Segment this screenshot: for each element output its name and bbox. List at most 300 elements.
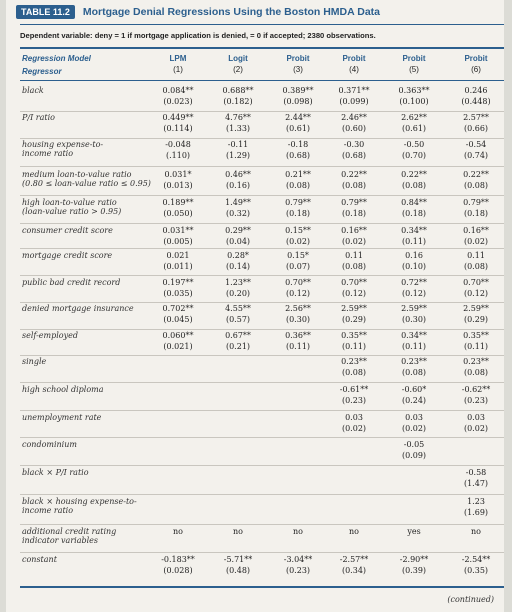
standard-error: (0.39) <box>401 566 427 575</box>
row-label-line: additional credit rating <box>22 527 117 536</box>
coefficient-cell <box>384 303 444 325</box>
row-label-line: high school diploma <box>22 385 104 394</box>
textbook-page <box>6 0 504 612</box>
standard-error: (0.028) <box>163 566 193 575</box>
regression-model-label: Regression Model <box>22 54 91 63</box>
coefficient-cell <box>384 250 444 272</box>
coefficient-cell <box>446 384 506 406</box>
coefficient-value: 2.56** <box>285 304 311 313</box>
coefficient-value: 0.16 <box>405 251 423 260</box>
coefficient-value: 0.11 <box>467 251 485 260</box>
coefficient-value: 1.23** <box>225 278 251 287</box>
coefficient-value: 0.060** <box>162 331 194 340</box>
coefficient-value: 0.702** <box>162 304 194 313</box>
coefficient-cell <box>446 112 506 134</box>
coefficient-cell <box>268 139 328 161</box>
coefficient-value: 0.15** <box>285 226 311 235</box>
row-label <box>22 331 162 340</box>
standard-error: (0.02) <box>341 237 367 246</box>
standard-error: (0.11) <box>463 342 489 351</box>
coefficient-cell <box>446 496 506 518</box>
dependent-variable-note: Dependent variable: deny = 1 if mortgage application is denied, = 0 if accepted; 2380 observations. <box>20 31 376 40</box>
coefficient-cell <box>384 169 444 191</box>
standard-error: (0.100) <box>399 97 429 106</box>
row-divider <box>20 248 504 249</box>
standard-error: (0.02) <box>401 424 427 433</box>
coefficient-cell <box>208 330 268 352</box>
row-label-line: (loan-value ratio > 0.95) <box>22 207 122 216</box>
table-number-badge: TABLE 11.2 <box>16 5 75 19</box>
row-divider <box>20 195 504 196</box>
coefficient-value: yes <box>407 527 421 536</box>
column-number: (2) <box>233 65 243 74</box>
column-model-name: Probit <box>402 54 426 63</box>
standard-error: (0.07) <box>285 262 311 271</box>
standard-error: (0.11) <box>401 342 427 351</box>
standard-error: (0.48) <box>225 566 251 575</box>
row-label-line: unemployment rate <box>22 413 102 422</box>
standard-error: (0.08) <box>463 262 489 271</box>
coefficient-cell <box>324 277 384 299</box>
standard-error: (0.02) <box>463 237 489 246</box>
standard-error: (0.29) <box>463 315 489 324</box>
row-label-line: condominium <box>22 440 77 449</box>
standard-error: (0.60) <box>341 124 367 133</box>
coefficient-cell <box>384 85 444 107</box>
coefficient-cell <box>446 197 506 219</box>
standard-error: (0.050) <box>163 209 193 218</box>
standard-error: (0.09) <box>401 451 427 460</box>
coefficient-value: -3.04** <box>283 555 313 564</box>
standard-error: (0.12) <box>401 289 427 298</box>
row-label <box>22 468 162 477</box>
coefficient-value: -0.62** <box>461 385 491 394</box>
coefficient-cell <box>446 356 506 378</box>
regressor-label: Regressor <box>22 67 62 76</box>
coefficient-cell <box>324 384 384 406</box>
coefficient-cell <box>324 554 384 576</box>
coefficient-cell <box>324 225 384 247</box>
coefficient-cell <box>324 303 384 325</box>
coefficient-cell <box>268 197 328 219</box>
row-label <box>22 357 162 366</box>
coefficient-cell <box>268 225 328 247</box>
coefficient-cell <box>384 384 444 406</box>
coefficient-cell <box>148 112 208 134</box>
title-rule <box>20 24 504 25</box>
standard-error: (0.68) <box>341 151 367 160</box>
standard-error: (1.33) <box>225 124 251 133</box>
coefficient-value: -0.18 <box>287 140 309 149</box>
standard-error: (0.16) <box>225 181 251 190</box>
coefficient-value: 4.55** <box>225 304 251 313</box>
standard-error: (0.08) <box>463 181 489 190</box>
row-label-line: mortgage credit score <box>22 251 113 260</box>
coefficient-cell <box>268 526 328 537</box>
coefficient-cell <box>446 225 506 247</box>
row-label <box>22 278 162 287</box>
coefficient-cell <box>384 330 444 352</box>
coefficient-cell <box>384 112 444 134</box>
standard-error: (0.08) <box>401 368 427 377</box>
coefficient-value: -5.71** <box>223 555 253 564</box>
coefficient-value: 0.70** <box>285 278 311 287</box>
row-label-line: denied mortgage insurance <box>22 304 134 313</box>
row-label-line: P/I ratio <box>22 113 55 122</box>
coefficient-cell <box>268 250 328 272</box>
coefficient-value: 1.23 <box>467 497 485 506</box>
coefficient-value: 0.246 <box>464 86 488 95</box>
standard-error: (0.18) <box>285 209 311 218</box>
standard-error: (0.35) <box>463 566 489 575</box>
coefficient-value: 0.363** <box>398 86 430 95</box>
row-label <box>22 304 162 313</box>
row-divider <box>20 552 504 553</box>
coefficient-value: 0.23** <box>341 357 367 366</box>
coefficient-cell <box>268 554 328 576</box>
coefficient-cell <box>446 169 506 191</box>
coefficient-value: 0.21** <box>285 170 311 179</box>
coefficient-value: 0.371** <box>338 86 370 95</box>
standard-error: (0.10) <box>401 262 427 271</box>
column-model-name: LPM <box>169 54 187 63</box>
coefficient-cell <box>446 85 506 107</box>
row-label <box>22 170 162 188</box>
row-label-line: income ratio <box>22 149 74 158</box>
row-label-line: indicator variables <box>22 536 98 545</box>
standard-error: (0.18) <box>341 209 367 218</box>
coefficient-value: 0.197** <box>162 278 194 287</box>
standard-error: (0.08) <box>285 181 311 190</box>
row-label-line: self-employed <box>22 331 78 340</box>
coefficient-value: 0.11 <box>345 251 363 260</box>
coefficient-value: 2.59** <box>341 304 367 313</box>
coefficient-value: 0.084** <box>162 86 194 95</box>
standard-error: (0.08) <box>463 368 489 377</box>
standard-error: (0.57) <box>225 315 251 324</box>
row-label-line: constant <box>22 555 57 564</box>
standard-error: (0.18) <box>401 209 427 218</box>
row-label-line: public bad credit record <box>22 278 121 287</box>
column-model-name: Probit <box>464 54 488 63</box>
standard-error: (1.47) <box>463 479 489 488</box>
coefficient-cell <box>208 250 268 272</box>
coefficient-cell <box>446 139 506 161</box>
coefficient-value: -2.57** <box>339 555 369 564</box>
coefficient-value: 0.35** <box>463 331 489 340</box>
coefficient-value: no <box>173 527 183 536</box>
column-header-5 <box>384 53 444 75</box>
coefficient-value: 2.46** <box>341 113 367 122</box>
standard-error: (0.24) <box>401 396 427 405</box>
coefficient-value: no <box>293 527 303 536</box>
standard-error: (0.14) <box>225 262 251 271</box>
header-top-rule <box>20 47 504 49</box>
coefficient-value: 0.16** <box>341 226 367 235</box>
coefficient-value: 0.22** <box>463 170 489 179</box>
standard-error: (0.30) <box>401 315 427 324</box>
coefficient-cell <box>148 197 208 219</box>
column-model-name: Logit <box>228 54 248 63</box>
standard-error: (0.68) <box>285 151 311 160</box>
coefficient-cell <box>446 330 506 352</box>
standard-error: (0.11) <box>341 342 367 351</box>
standard-error: (0.34) <box>341 566 367 575</box>
coefficient-value: 0.389** <box>282 86 314 95</box>
coefficient-value: -0.30 <box>343 140 365 149</box>
coefficient-cell <box>208 139 268 161</box>
coefficient-value: 0.449** <box>162 113 194 122</box>
standard-error: (0.11) <box>401 237 427 246</box>
coefficient-cell <box>384 554 444 576</box>
coefficient-value: -0.58 <box>465 468 487 477</box>
coefficient-cell <box>208 303 268 325</box>
coefficient-cell <box>148 250 208 272</box>
coefficient-value: 0.34** <box>401 331 427 340</box>
row-divider <box>20 223 504 224</box>
standard-error: (1.69) <box>463 508 489 517</box>
standard-error: (0.11) <box>285 342 311 351</box>
standard-error: (0.61) <box>401 124 427 133</box>
standard-error: (.110) <box>165 151 191 160</box>
row-divider <box>20 494 504 495</box>
standard-error: (0.12) <box>463 289 489 298</box>
coefficient-value: no <box>471 527 481 536</box>
coefficient-value: 2.62** <box>401 113 427 122</box>
coefficient-value: 0.189** <box>162 198 194 207</box>
coefficient-cell <box>446 412 506 434</box>
coefficient-cell <box>148 139 208 161</box>
coefficient-value: 0.23** <box>463 357 489 366</box>
coefficient-value: 0.15* <box>287 251 309 260</box>
coefficient-cell <box>324 330 384 352</box>
coefficient-cell <box>446 303 506 325</box>
coefficient-cell <box>384 139 444 161</box>
row-label-line: black <box>22 86 44 95</box>
row-label-line: housing expense-to- <box>22 140 104 149</box>
coefficient-value: 2.44** <box>285 113 311 122</box>
coefficient-cell <box>446 250 506 272</box>
column-header-2 <box>208 53 268 75</box>
coefficient-value: 0.021 <box>166 251 190 260</box>
coefficient-value: -2.90** <box>399 555 429 564</box>
coefficient-value: 0.72** <box>401 278 427 287</box>
coefficient-value: 4.76** <box>225 113 251 122</box>
column-number: (3) <box>293 65 303 74</box>
row-label <box>22 113 162 122</box>
coefficient-cell <box>148 526 208 537</box>
header-bottom-rule <box>20 80 504 81</box>
coefficient-cell <box>208 169 268 191</box>
coefficient-cell <box>268 277 328 299</box>
coefficient-value: 2.59** <box>463 304 489 313</box>
coefficient-value: 0.84** <box>401 198 427 207</box>
standard-error: (0.035) <box>163 289 193 298</box>
row-divider <box>20 437 504 438</box>
table-title-bar <box>16 4 496 20</box>
column-number: (4) <box>349 65 359 74</box>
coefficient-value: -0.11 <box>227 140 249 149</box>
standard-error: (0.20) <box>225 289 251 298</box>
coefficient-cell <box>384 197 444 219</box>
standard-error: (0.23) <box>341 396 367 405</box>
row-label <box>22 86 162 95</box>
coefficient-cell <box>148 303 208 325</box>
coefficient-value: -0.05 <box>403 440 425 449</box>
standard-error: (0.12) <box>285 289 311 298</box>
standard-error: (0.023) <box>163 97 193 106</box>
coefficient-value: 0.29** <box>225 226 251 235</box>
row-label-line: black × housing expense-to- <box>22 497 137 506</box>
standard-error: (0.099) <box>339 97 369 106</box>
row-divider <box>20 166 504 167</box>
standard-error: (0.12) <box>341 289 367 298</box>
standard-error: (0.23) <box>285 566 311 575</box>
row-label-line: single <box>22 357 47 366</box>
coefficient-cell <box>148 169 208 191</box>
coefficient-value: 0.03 <box>467 413 485 422</box>
row-label <box>22 251 162 260</box>
column-model-name: Probit <box>286 54 310 63</box>
coefficient-cell <box>324 526 384 537</box>
standard-error: (0.098) <box>283 97 313 106</box>
column-number: (5) <box>409 65 419 74</box>
coefficient-value: no <box>349 527 359 536</box>
standard-error: (0.021) <box>163 342 193 351</box>
coefficient-value: no <box>233 527 243 536</box>
coefficient-value: 1.49** <box>225 198 251 207</box>
coefficient-cell <box>268 303 328 325</box>
standard-error: (0.29) <box>341 315 367 324</box>
coefficient-value: 0.23** <box>401 357 427 366</box>
coefficient-cell <box>208 85 268 107</box>
coefficient-value: -0.61** <box>339 385 369 394</box>
coefficient-value: -2.54** <box>461 555 491 564</box>
coefficient-cell <box>148 225 208 247</box>
coefficient-cell <box>324 356 384 378</box>
standard-error: (1.29) <box>225 151 251 160</box>
standard-error: (0.02) <box>285 237 311 246</box>
row-label-line: black × P/I ratio <box>22 468 89 477</box>
standard-error: (0.182) <box>223 97 253 106</box>
row-label <box>22 555 162 564</box>
coefficient-cell <box>324 112 384 134</box>
coefficient-cell <box>268 330 328 352</box>
coefficient-value: 0.031* <box>164 170 192 179</box>
coefficient-value: 0.35** <box>341 331 367 340</box>
row-divider <box>20 382 504 383</box>
coefficient-cell <box>324 197 384 219</box>
row-label <box>22 385 162 394</box>
standard-error: (0.61) <box>285 124 311 133</box>
coefficient-cell <box>446 554 506 576</box>
coefficient-value: 0.22** <box>341 170 367 179</box>
coefficient-value: 0.34** <box>401 226 427 235</box>
coefficient-value: 0.031** <box>162 226 194 235</box>
coefficient-value: -0.048 <box>165 140 191 149</box>
standard-error: (0.74) <box>463 151 489 160</box>
coefficient-cell <box>268 85 328 107</box>
coefficient-cell <box>446 526 506 537</box>
coefficient-cell <box>268 169 328 191</box>
coefficient-value: 0.28* <box>227 251 249 260</box>
coefficient-value: -0.54 <box>465 140 487 149</box>
coefficient-cell <box>208 526 268 537</box>
continued-note: (continued) <box>447 595 494 604</box>
coefficient-value: 2.57** <box>463 113 489 122</box>
column-model-name: Probit <box>342 54 366 63</box>
coefficient-value: -0.60* <box>401 385 427 394</box>
standard-error: (0.30) <box>285 315 311 324</box>
coefficient-cell <box>446 277 506 299</box>
column-number: (1) <box>173 65 183 74</box>
coefficient-cell <box>384 526 444 537</box>
coefficient-value: 0.79** <box>285 198 311 207</box>
row-label-line: consumer credit score <box>22 226 113 235</box>
column-header-4 <box>324 53 384 75</box>
row-divider <box>20 465 504 466</box>
row-label-line: high loan-to-value ratio <box>22 198 117 207</box>
coefficient-value: 0.36** <box>285 331 311 340</box>
coefficient-cell <box>148 85 208 107</box>
coefficient-value: 0.688** <box>222 86 254 95</box>
coefficient-cell <box>324 250 384 272</box>
coefficient-cell <box>208 112 268 134</box>
standard-error: (0.08) <box>341 262 367 271</box>
column-header-6 <box>446 53 506 75</box>
standard-error: (0.08) <box>341 368 367 377</box>
coefficient-value: 0.79** <box>463 198 489 207</box>
coefficient-cell <box>384 225 444 247</box>
coefficient-cell <box>384 356 444 378</box>
standard-error: (0.448) <box>461 97 491 106</box>
column-header-1 <box>148 53 208 75</box>
standard-error: (0.013) <box>163 181 193 190</box>
coefficient-value: 0.03 <box>405 413 423 422</box>
standard-error: (0.04) <box>225 237 251 246</box>
row-divider <box>20 586 504 588</box>
column-number: (6) <box>471 65 481 74</box>
row-label <box>22 198 162 216</box>
coefficient-cell <box>384 439 444 461</box>
standard-error: (0.32) <box>225 209 251 218</box>
row-label-line: income ratio <box>22 506 74 515</box>
coefficient-value: 0.22** <box>401 170 427 179</box>
table-title: Mortgage Denial Regressions Using the Boston HMDA Data <box>82 6 381 18</box>
standard-error: (0.02) <box>341 424 367 433</box>
coefficient-cell <box>324 169 384 191</box>
standard-error: (0.08) <box>341 181 367 190</box>
coefficient-value: 0.79** <box>341 198 367 207</box>
coefficient-value: 0.16** <box>463 226 489 235</box>
coefficient-cell <box>268 112 328 134</box>
row-divider <box>20 275 504 276</box>
coefficient-cell <box>384 412 444 434</box>
row-label-line: (0.80 ≤ loan-value ratio ≤ 0.95) <box>22 179 151 188</box>
standard-error: (0.02) <box>463 424 489 433</box>
coefficient-value: 2.59** <box>401 304 427 313</box>
row-label <box>22 497 162 515</box>
row-label <box>22 413 162 422</box>
standard-error: (0.005) <box>163 237 193 246</box>
column-header-3 <box>268 53 328 75</box>
standard-error: (0.114) <box>163 124 193 133</box>
standard-error: (0.66) <box>463 124 489 133</box>
coefficient-cell <box>208 225 268 247</box>
row-label <box>22 226 162 235</box>
coefficient-cell <box>208 197 268 219</box>
coefficient-cell <box>324 85 384 107</box>
